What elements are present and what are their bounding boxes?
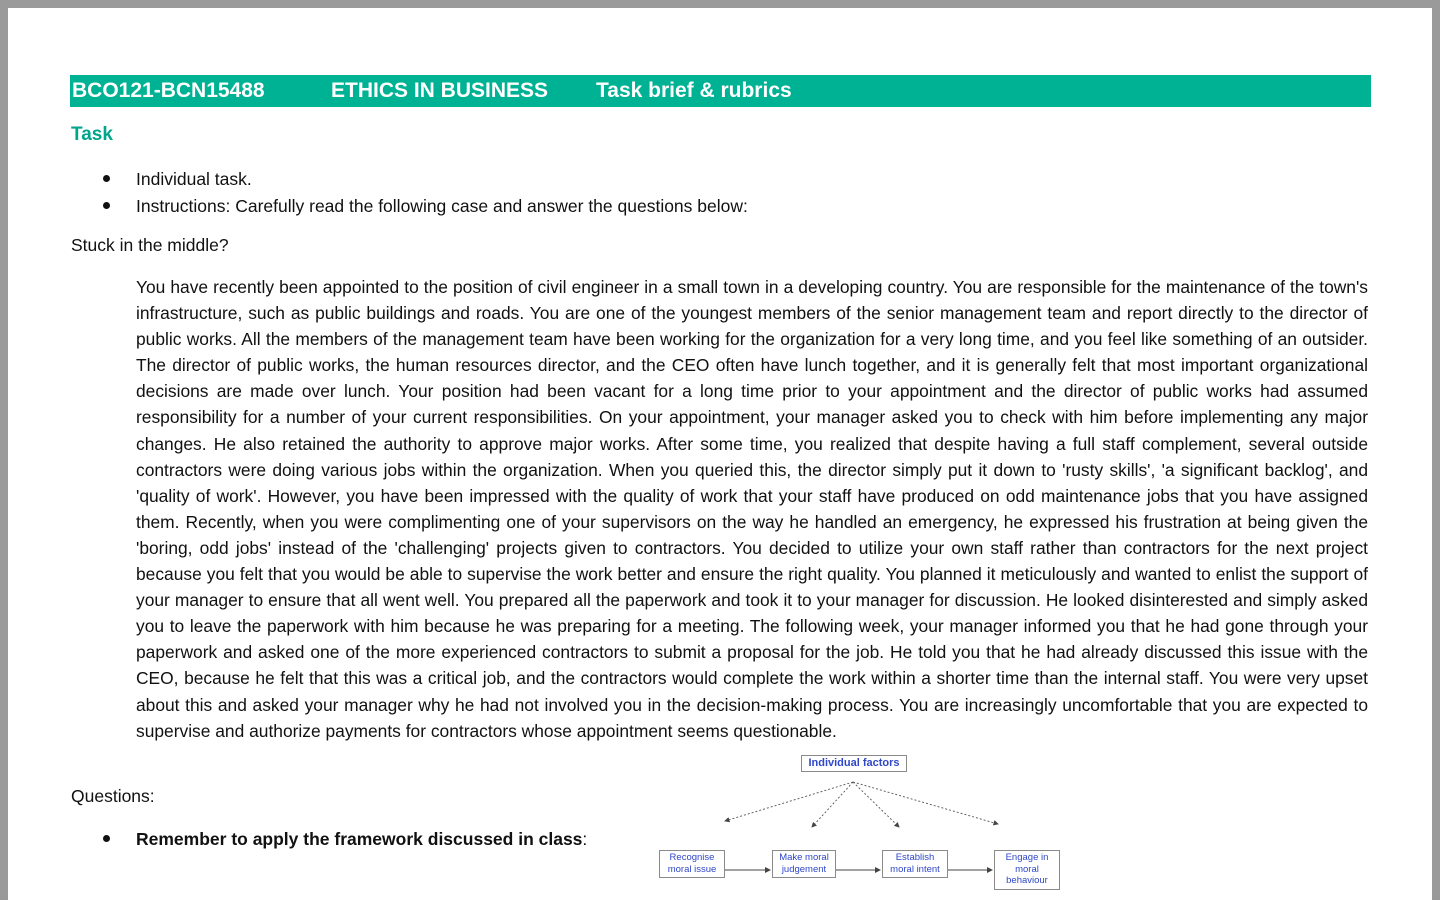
bullet-icon [103, 175, 110, 182]
course-code: BCO121-BCN15488 [72, 79, 265, 102]
framework-instruction: Remember to apply the framework discussed in class [136, 829, 583, 849]
framework-instruction-suffix: : [582, 829, 588, 849]
list-item-text [136, 828, 587, 850]
step-recognise-moral-issue: Recognise moral issue [659, 850, 725, 878]
bullet-icon [103, 835, 110, 842]
step-establish-moral-intent: Establish moral intent [882, 850, 948, 878]
list-item-text: Individual task. [136, 169, 252, 189]
dashed-arrow-to-judgement [812, 782, 853, 827]
step-engage-in-moral-behaviour: Engage in moral behaviour [994, 850, 1060, 890]
case-title: Stuck in the middle? [71, 235, 229, 255]
dashed-arrow-to-recognise [725, 782, 853, 821]
step-make-moral-judgement: Make moral judgement [772, 850, 836, 878]
course-title: ETHICS IN BUSINESS [331, 79, 549, 102]
list-item-text: Instructions: Carefully read the following case and answer the questions below: [136, 196, 748, 216]
case-body: You have recently been appointed to the position of civil engineer in a small town in a developing country. You are responsible for the maintenance of the town's infrastructure, such as public buildings and roads. You are one of the youngest members of the senior management team and report directly to the director of public works. All the members of the management team have been working for the organization for a very long time, and you feel like something of an outsider. The director of public works, the human resources director, and the CEO often have lunch together, and it is generally felt that most important organizational decisions are made over lunch. Your position had been vacant for a long time prior to your appointment and the director of public works had assumed responsibility for a number of your current responsibilities. On your appointment, your manager asked you to check with him before implementing any major changes. He also retained the authority to approve major works. After some time, you realized that despite having a full staff complement, several outside contractors were doing various jobs within the organization. When you queried this, the director simply put it down to 'rusty skills', 'a significant backlog', and 'quality of work'. However, you have been impressed with the quality of work that your staff have produced on odd maintenance jobs that you have assigned them. Recently, when you were complimenting one of your supervisors on the way he handled an emergency, he expressed his frustration at being given the 'boring, odd jobs' instead of the 'challenging' projects given to contractors. You decided to utilize your own staff rather than contractors for the next project because you felt that you would be able to supervise the work better and ensure the right quality. You planned it meticulously and wanted to enlist the support of your manager to ensure that all went well. You prepared all the paperwork and took it to your manager for discussion. He looked disinterested and simply asked you to leave the paperwork with him because he was preparing for a meeting. The following week, your manager informed you that he had gone through your paperwork and asked one of the more experienced contractors to submit a proposal for the job. He told you that he had already discussed this issue with the CEO, because he felt that this was a critical job, and the contractors would complete the work within a shorter time than the internal staff. You were very upset about this and asked your manager why he had not involved you in the decision-making process. You are increasingly uncomfortable that you are expected to supervise and authorize payments for contractors whose appointment seems questionable. [136, 277, 1368, 741]
bullet-icon [103, 202, 110, 209]
dashed-arrow-to-intent [853, 782, 899, 827]
header-bar [70, 75, 1371, 107]
ethical-decision-framework-diagram [653, 752, 1063, 898]
task-heading: Task [71, 124, 113, 145]
questions-label: Questions: [71, 786, 155, 806]
document-page [8, 8, 1432, 900]
individual-factors-box: Individual factors [801, 755, 907, 772]
document-title: Task brief & rubrics [596, 79, 792, 102]
dashed-arrow-to-behaviour [853, 782, 998, 824]
